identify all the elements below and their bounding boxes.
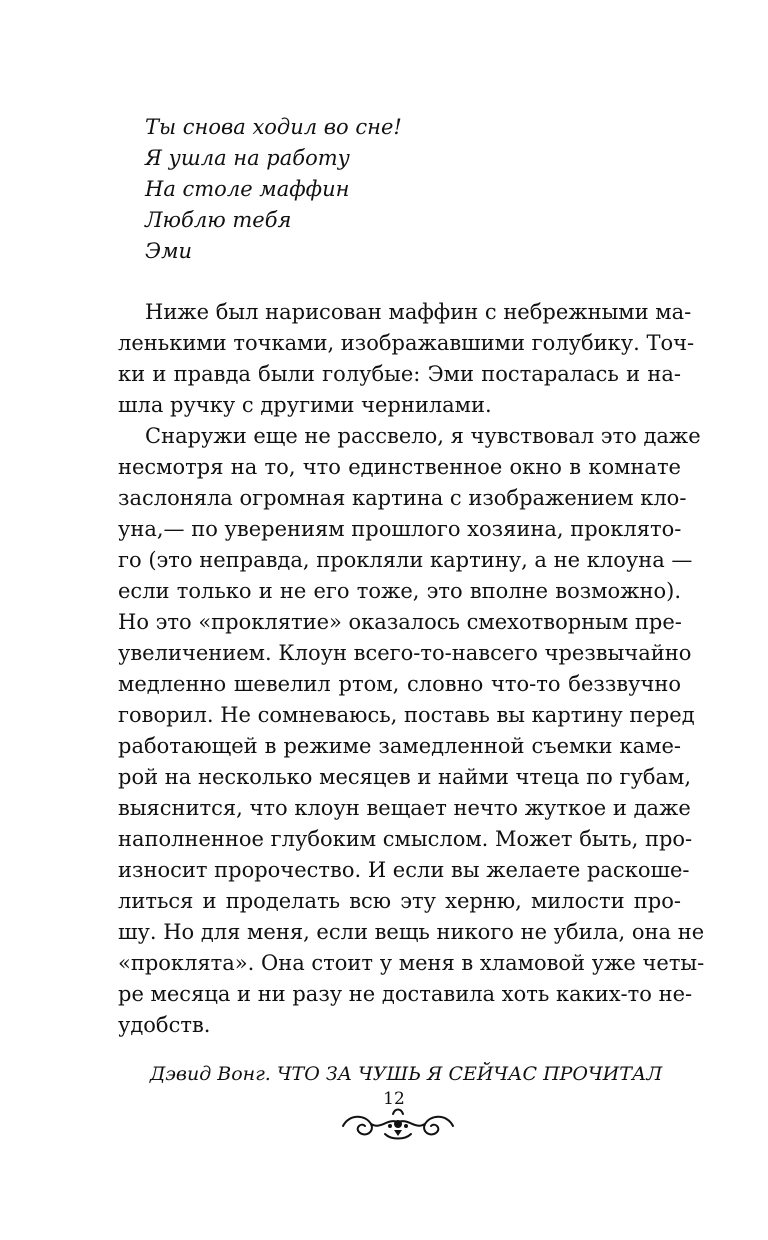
text-line: ки и правда были голубые: Эми постаралась и на-	[118, 362, 681, 386]
text-line: наполненное глубоким смыслом. Может быть, про-	[118, 827, 693, 851]
note-line: На столе маффин	[145, 177, 350, 201]
text-line: Снаружи еще не рассвело, я чувствовал это даже	[145, 424, 701, 448]
text-line: медленно шевелил ртом, словно что-то беззвучно	[118, 672, 681, 696]
body-text	[118, 297, 705, 1041]
text-line: литься и проделать всю эту херню, милости про-	[118, 889, 681, 913]
text-line: ленькими точками, изображавшими голубику. Точ-	[118, 331, 695, 355]
text-line: износит пророчество. И если вы желаете раскоше-	[118, 858, 690, 882]
text-line: несмотря на то, что единственное окно в комнате	[118, 455, 681, 479]
text-line: уна,— по уверениям прошлого хозяина, проклято-	[118, 517, 682, 541]
text-line: Но это «проклятие» оказалось смехотворным пре-	[118, 610, 682, 634]
handwritten-note	[145, 112, 402, 267]
text-line: если только и не его тоже, это вполне возможно).	[118, 579, 681, 603]
note-line: Люблю тебя	[145, 208, 292, 232]
running-title: Дэвид Вонг. ЧТО ЗА ЧУШЬ Я СЕЙЧАС ПРОЧИТАЛ	[149, 1063, 663, 1085]
text-line: увеличением. Клоун всего-то-навсего чрезвычайно	[118, 641, 692, 665]
text-line: выяснится, что клоун вещает нечто жуткое и даже	[118, 796, 691, 820]
paragraph-2	[118, 421, 705, 1041]
text-line: Ниже был нарисован маффин с небрежными ма-	[145, 300, 692, 324]
text-line: удобств.	[118, 1013, 211, 1037]
text-line: говорил. Не сомневаюсь, поставь вы картину перед	[118, 703, 695, 727]
note-line: Я ушла на работу	[145, 146, 350, 170]
text-line: шу. Но для меня, если вещь никого не убила, она не	[118, 920, 705, 944]
text-line: заслоняла огромная картина с изображением кло-	[118, 486, 687, 510]
note-line: Ты снова ходил во сне!	[145, 115, 402, 139]
page-number: 12	[383, 1089, 405, 1109]
text-line: шла ручку с другими чернилами.	[118, 393, 492, 417]
paragraph-1	[118, 297, 695, 421]
note-line: Эми	[145, 239, 193, 263]
text-line: го (это неправда, прокляли картину, а не клоуна —	[118, 548, 693, 572]
text-line: рой на несколько месяцев и найми чтеца по губам,	[118, 765, 691, 789]
flourish-ornament-icon	[335, 1104, 461, 1144]
text-line: «проклята». Она стоит у меня в хламовой уже четы-	[118, 951, 705, 975]
text-line: ре месяца и ни разу не доставила хоть каких-то не-	[118, 982, 693, 1006]
text-line: работающей в режиме замедленной съемки каме-	[118, 734, 681, 758]
